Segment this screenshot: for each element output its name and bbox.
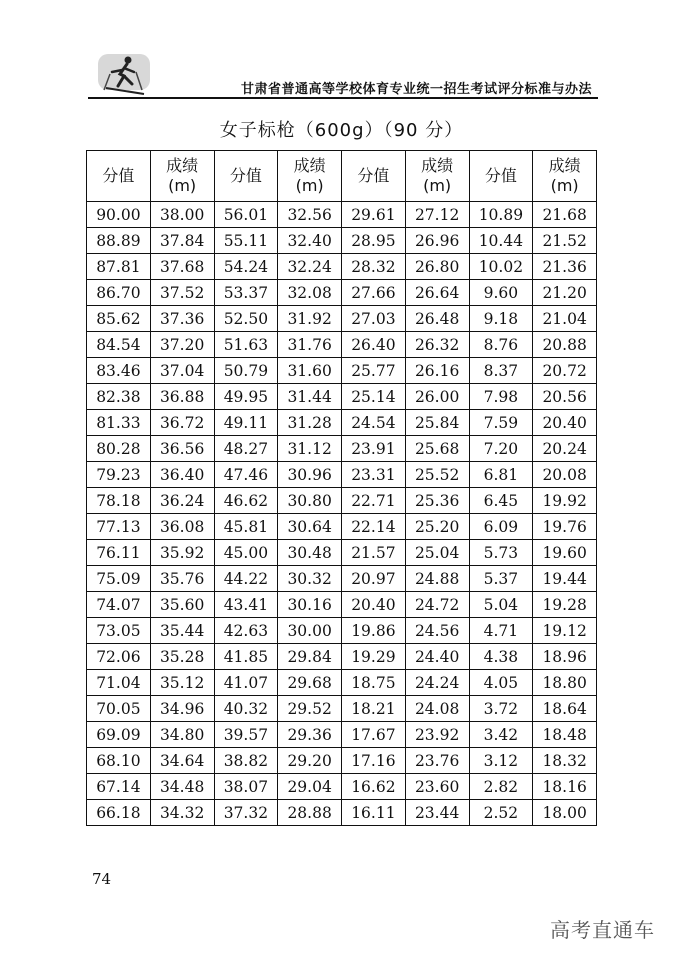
result-cell: 21.52	[533, 228, 597, 254]
score-cell: 24.54	[342, 410, 406, 436]
score-cell: 79.23	[87, 462, 151, 488]
result-cell: 30.00	[278, 618, 342, 644]
score-cell: 10.89	[469, 202, 533, 228]
table-row	[87, 358, 597, 384]
result-cell: 36.56	[150, 436, 214, 462]
result-cell: 19.44	[533, 566, 597, 592]
result-cell: 32.24	[278, 254, 342, 280]
score-cell: 70.05	[87, 696, 151, 722]
score-cell: 38.07	[214, 774, 278, 800]
result-cell: 37.36	[150, 306, 214, 332]
result-cell: 37.52	[150, 280, 214, 306]
score-cell: 39.57	[214, 722, 278, 748]
result-cell: 24.08	[405, 696, 469, 722]
result-cell: 24.40	[405, 644, 469, 670]
score-cell: 77.13	[87, 514, 151, 540]
score-cell: 26.40	[342, 332, 406, 358]
score-cell: 20.40	[342, 592, 406, 618]
table-row	[87, 748, 597, 774]
result-cell: 31.76	[278, 332, 342, 358]
score-cell: 4.38	[469, 644, 533, 670]
result-cell: 38.00	[150, 202, 214, 228]
score-cell: 9.18	[469, 306, 533, 332]
score-cell: 6.09	[469, 514, 533, 540]
score-cell: 16.11	[342, 800, 406, 826]
score-cell: 29.61	[342, 202, 406, 228]
result-cell: 36.40	[150, 462, 214, 488]
result-cell: 19.28	[533, 592, 597, 618]
score-cell: 47.46	[214, 462, 278, 488]
page-number: 74	[92, 870, 112, 888]
score-cell: 87.81	[87, 254, 151, 280]
result-cell: 26.32	[405, 332, 469, 358]
score-cell: 8.37	[469, 358, 533, 384]
score-cell: 66.18	[87, 800, 151, 826]
result-cell: 37.84	[150, 228, 214, 254]
score-cell: 45.00	[214, 540, 278, 566]
result-cell: 19.92	[533, 488, 597, 514]
score-cell: 40.32	[214, 696, 278, 722]
result-cell: 25.68	[405, 436, 469, 462]
score-cell: 3.42	[469, 722, 533, 748]
result-cell: 35.92	[150, 540, 214, 566]
result-cell: 34.32	[150, 800, 214, 826]
score-cell: 16.62	[342, 774, 406, 800]
result-cell: 25.20	[405, 514, 469, 540]
score-cell: 53.37	[214, 280, 278, 306]
score-cell: 54.24	[214, 254, 278, 280]
score-cell: 46.62	[214, 488, 278, 514]
result-cell: 21.68	[533, 202, 597, 228]
result-cell: 26.80	[405, 254, 469, 280]
result-cell: 37.04	[150, 358, 214, 384]
column-header-result: 成绩 (m)	[533, 151, 597, 202]
table-row	[87, 514, 597, 540]
result-cell: 35.28	[150, 644, 214, 670]
result-cell: 26.64	[405, 280, 469, 306]
result-cell: 21.20	[533, 280, 597, 306]
table-body	[87, 202, 597, 826]
result-cell: 36.72	[150, 410, 214, 436]
score-cell: 23.91	[342, 436, 406, 462]
result-cell: 23.92	[405, 722, 469, 748]
table-row	[87, 488, 597, 514]
score-cell: 80.28	[87, 436, 151, 462]
score-cell: 19.29	[342, 644, 406, 670]
column-header-result: 成绩 (m)	[278, 151, 342, 202]
result-cell: 19.60	[533, 540, 597, 566]
result-cell: 26.16	[405, 358, 469, 384]
score-cell: 74.07	[87, 592, 151, 618]
score-cell: 23.31	[342, 462, 406, 488]
table-title: 女子标枪（600g）（90 分）	[219, 120, 464, 141]
score-cell: 38.82	[214, 748, 278, 774]
page-header	[88, 50, 598, 102]
result-cell: 37.68	[150, 254, 214, 280]
result-cell: 25.84	[405, 410, 469, 436]
score-cell: 82.38	[87, 384, 151, 410]
score-cell: 7.98	[469, 384, 533, 410]
result-cell: 18.00	[533, 800, 597, 826]
score-cell: 5.04	[469, 592, 533, 618]
result-cell: 24.56	[405, 618, 469, 644]
score-cell: 7.20	[469, 436, 533, 462]
score-cell: 50.79	[214, 358, 278, 384]
table-row	[87, 800, 597, 826]
score-cell: 52.50	[214, 306, 278, 332]
score-cell: 48.27	[214, 436, 278, 462]
table-row	[87, 722, 597, 748]
result-cell: 24.88	[405, 566, 469, 592]
score-table	[86, 150, 597, 826]
header-title: 甘肃省普通高等学校体育专业统一招生考试评分标准与办法	[240, 82, 592, 97]
score-cell: 27.66	[342, 280, 406, 306]
table-row	[87, 332, 597, 358]
score-cell: 41.85	[214, 644, 278, 670]
watermark: 高考直通车	[550, 918, 655, 942]
score-cell: 17.67	[342, 722, 406, 748]
result-cell: 30.16	[278, 592, 342, 618]
result-cell: 31.92	[278, 306, 342, 332]
result-cell: 20.72	[533, 358, 597, 384]
result-cell: 35.60	[150, 592, 214, 618]
result-cell: 36.08	[150, 514, 214, 540]
result-cell: 29.52	[278, 696, 342, 722]
score-cell: 25.14	[342, 384, 406, 410]
result-cell: 29.04	[278, 774, 342, 800]
score-cell: 10.02	[469, 254, 533, 280]
table-row	[87, 566, 597, 592]
column-header-score: 分值	[214, 151, 278, 202]
table-row	[87, 462, 597, 488]
score-cell: 49.11	[214, 410, 278, 436]
result-cell: 34.48	[150, 774, 214, 800]
result-cell: 30.48	[278, 540, 342, 566]
score-cell: 18.21	[342, 696, 406, 722]
result-cell: 18.96	[533, 644, 597, 670]
result-cell: 24.24	[405, 670, 469, 696]
score-cell: 9.60	[469, 280, 533, 306]
score-cell: 84.54	[87, 332, 151, 358]
score-cell: 4.71	[469, 618, 533, 644]
score-cell: 20.97	[342, 566, 406, 592]
table-header-row	[87, 151, 597, 202]
score-cell: 7.59	[469, 410, 533, 436]
table-row	[87, 202, 597, 228]
result-cell: 32.08	[278, 280, 342, 306]
result-cell: 20.08	[533, 462, 597, 488]
score-cell: 5.73	[469, 540, 533, 566]
result-cell: 26.96	[405, 228, 469, 254]
score-cell: 3.72	[469, 696, 533, 722]
result-cell: 20.88	[533, 332, 597, 358]
score-cell: 28.95	[342, 228, 406, 254]
score-cell: 71.04	[87, 670, 151, 696]
score-cell: 2.82	[469, 774, 533, 800]
result-cell: 34.80	[150, 722, 214, 748]
score-cell: 19.86	[342, 618, 406, 644]
score-cell: 76.11	[87, 540, 151, 566]
table-row	[87, 228, 597, 254]
table-row	[87, 644, 597, 670]
score-cell: 73.05	[87, 618, 151, 644]
result-cell: 23.44	[405, 800, 469, 826]
score-cell: 51.63	[214, 332, 278, 358]
column-header-score: 分值	[469, 151, 533, 202]
result-cell: 18.80	[533, 670, 597, 696]
result-cell: 36.24	[150, 488, 214, 514]
score-cell: 25.77	[342, 358, 406, 384]
table-row	[87, 592, 597, 618]
result-cell: 19.12	[533, 618, 597, 644]
result-cell: 32.40	[278, 228, 342, 254]
result-cell: 23.76	[405, 748, 469, 774]
score-cell: 55.11	[214, 228, 278, 254]
table-row	[87, 384, 597, 410]
score-cell: 3.12	[469, 748, 533, 774]
score-cell: 86.70	[87, 280, 151, 306]
result-cell: 34.96	[150, 696, 214, 722]
score-cell: 4.05	[469, 670, 533, 696]
result-cell: 18.32	[533, 748, 597, 774]
result-cell: 25.04	[405, 540, 469, 566]
result-cell: 34.64	[150, 748, 214, 774]
score-cell: 90.00	[87, 202, 151, 228]
table-row	[87, 254, 597, 280]
score-cell: 6.45	[469, 488, 533, 514]
score-cell: 21.57	[342, 540, 406, 566]
result-cell: 26.48	[405, 306, 469, 332]
table-row	[87, 696, 597, 722]
result-cell: 18.16	[533, 774, 597, 800]
skier-logo-icon	[94, 50, 154, 98]
result-cell: 20.56	[533, 384, 597, 410]
score-cell: 10.44	[469, 228, 533, 254]
table-row	[87, 410, 597, 436]
result-cell: 29.84	[278, 644, 342, 670]
result-cell: 31.12	[278, 436, 342, 462]
score-cell: 27.03	[342, 306, 406, 332]
score-cell: 41.07	[214, 670, 278, 696]
result-cell: 37.20	[150, 332, 214, 358]
score-cell: 28.32	[342, 254, 406, 280]
score-cell: 2.52	[469, 800, 533, 826]
result-cell: 29.20	[278, 748, 342, 774]
column-header-score: 分值	[87, 151, 151, 202]
result-cell: 20.40	[533, 410, 597, 436]
result-cell: 30.32	[278, 566, 342, 592]
score-cell: 81.33	[87, 410, 151, 436]
result-cell: 31.28	[278, 410, 342, 436]
table-row	[87, 774, 597, 800]
result-cell: 18.48	[533, 722, 597, 748]
score-cell: 88.89	[87, 228, 151, 254]
result-cell: 25.52	[405, 462, 469, 488]
result-cell: 19.76	[533, 514, 597, 540]
result-cell: 36.88	[150, 384, 214, 410]
table-row	[87, 436, 597, 462]
score-cell: 44.22	[214, 566, 278, 592]
result-cell: 31.60	[278, 358, 342, 384]
result-cell: 35.76	[150, 566, 214, 592]
table-row	[87, 618, 597, 644]
score-cell: 49.95	[214, 384, 278, 410]
result-cell: 35.44	[150, 618, 214, 644]
table-row	[87, 306, 597, 332]
result-cell: 29.36	[278, 722, 342, 748]
result-cell: 20.24	[533, 436, 597, 462]
table-row	[87, 670, 597, 696]
score-cell: 22.14	[342, 514, 406, 540]
column-header-result: 成绩 (m)	[405, 151, 469, 202]
result-cell: 28.88	[278, 800, 342, 826]
result-cell: 27.12	[405, 202, 469, 228]
result-cell: 25.36	[405, 488, 469, 514]
result-cell: 30.80	[278, 488, 342, 514]
score-cell: 75.09	[87, 566, 151, 592]
result-cell: 31.44	[278, 384, 342, 410]
column-header-result: 成绩 (m)	[150, 151, 214, 202]
score-cell: 72.06	[87, 644, 151, 670]
result-cell: 23.60	[405, 774, 469, 800]
score-cell: 42.63	[214, 618, 278, 644]
result-cell: 21.04	[533, 306, 597, 332]
result-cell: 35.12	[150, 670, 214, 696]
result-cell: 32.56	[278, 202, 342, 228]
result-cell: 30.64	[278, 514, 342, 540]
score-cell: 17.16	[342, 748, 406, 774]
score-cell: 22.71	[342, 488, 406, 514]
score-cell: 18.75	[342, 670, 406, 696]
result-cell: 26.00	[405, 384, 469, 410]
result-cell: 29.68	[278, 670, 342, 696]
header-divider	[88, 97, 598, 99]
result-cell: 30.96	[278, 462, 342, 488]
score-cell: 85.62	[87, 306, 151, 332]
result-cell: 21.36	[533, 254, 597, 280]
result-cell: 18.64	[533, 696, 597, 722]
score-cell: 37.32	[214, 800, 278, 826]
score-cell: 68.10	[87, 748, 151, 774]
score-cell: 43.41	[214, 592, 278, 618]
score-cell: 78.18	[87, 488, 151, 514]
table-row	[87, 280, 597, 306]
score-cell: 8.76	[469, 332, 533, 358]
score-cell: 56.01	[214, 202, 278, 228]
score-cell: 67.14	[87, 774, 151, 800]
table-row	[87, 540, 597, 566]
score-cell: 45.81	[214, 514, 278, 540]
score-cell: 69.09	[87, 722, 151, 748]
column-header-score: 分值	[342, 151, 406, 202]
result-cell: 24.72	[405, 592, 469, 618]
score-cell: 83.46	[87, 358, 151, 384]
score-cell: 6.81	[469, 462, 533, 488]
score-cell: 5.37	[469, 566, 533, 592]
